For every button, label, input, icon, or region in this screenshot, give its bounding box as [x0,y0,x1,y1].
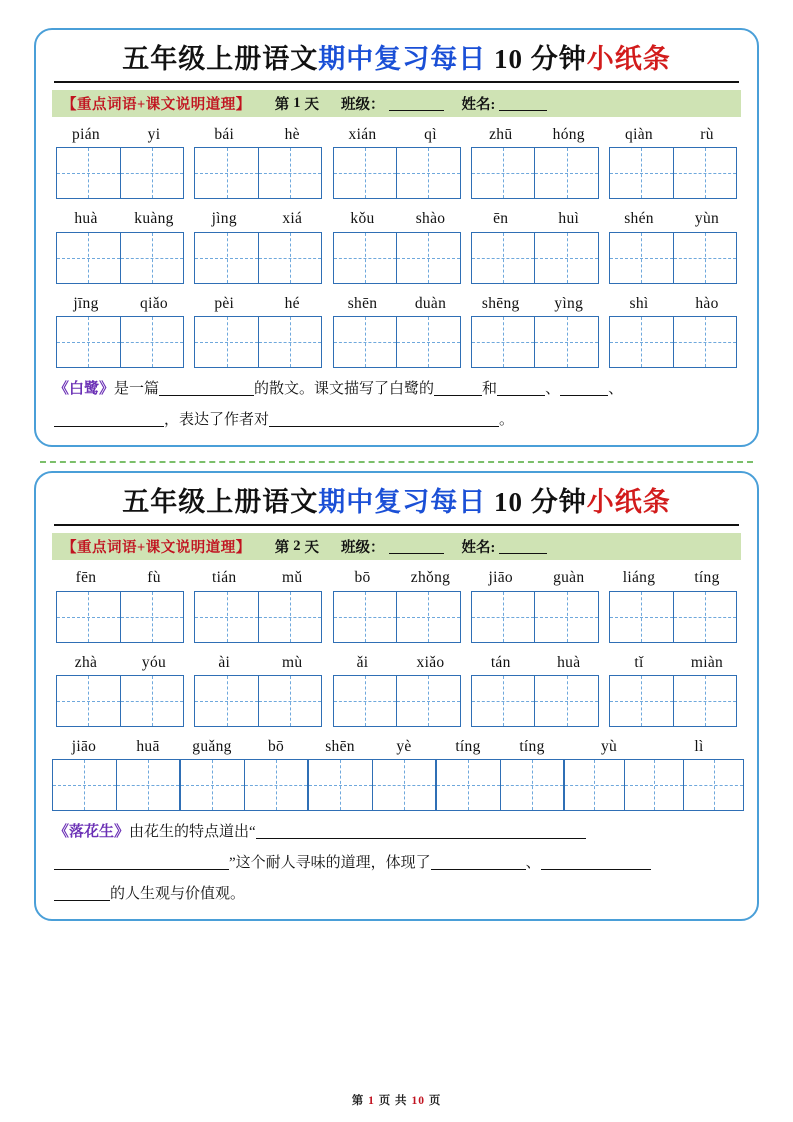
page-title-day2 [52,487,741,518]
word-row [52,123,741,199]
title-divider [54,81,739,83]
sentence-text: ，表达了作者对 [164,411,270,428]
pinyin-syllable: pián [72,126,100,144]
word-row [52,651,741,727]
name-label: 姓名: [461,540,496,557]
sentence-text: 、 [545,380,561,397]
answer-blank[interactable] [256,822,586,839]
pinyin-syllable: ēn [493,210,509,228]
tianzige-grid[interactable] [333,232,461,284]
word-cell [52,292,188,368]
sentence-text: 的散文。课文描写了白鹭的 [254,380,435,397]
word-cell [329,123,465,199]
pinyin-syllable: guǎng [192,737,232,755]
pinyin-syllable: shēn [325,737,355,755]
answer-blank[interactable] [560,379,608,396]
pinyin-syllable: bō [354,569,371,587]
word-cell [605,123,741,199]
pinyin-group [52,735,180,758]
pinyin-syllable: jīng [73,294,99,312]
book-title: 《落花生》 [54,824,130,841]
word-cell [190,123,326,199]
day-label-pre: 第 [274,97,290,114]
word-cell [329,292,465,368]
pinyin-syllable: shén [624,210,654,228]
pinyin-syllable: qiǎo [140,294,168,312]
pinyin-syllable: pèi [214,294,235,312]
word-cell [467,207,603,283]
pinyin-group [190,651,326,674]
pinyin-group [329,123,465,146]
pinyin-syllable: tǐ [634,653,644,671]
page-title-day1 [52,44,741,75]
pinyin-syllable: tíng [455,737,481,755]
word-cell [467,566,603,642]
pinyin-group [190,207,326,230]
word-cell [467,123,603,199]
pinyin-group [52,123,188,146]
day-label-pre: 第 [274,540,290,557]
pinyin-group [190,123,326,146]
pinyin-syllable: xiá [282,210,303,228]
title-part-grade: 五年级上册语文 [122,487,319,518]
pinyin-group [467,651,603,674]
pinyin-group [467,207,603,230]
word-cell [605,292,741,368]
word-cell [190,651,326,727]
pinyin-syllable: shēn [347,294,378,312]
title-part-minutes: 10 分钟 [486,44,587,74]
pinyin-group [605,566,741,589]
tianzige-grid[interactable] [56,316,184,368]
pinyin-syllable: lì [694,737,704,755]
class-label: 班级： [341,97,385,114]
word-cell [190,207,326,283]
pinyin-syllable: miàn [690,653,724,671]
subtitle-meta-day1 [261,90,741,117]
word-cell [180,735,308,811]
answer-blank[interactable] [431,853,526,870]
name-label: 姓名: [461,97,496,114]
footer-total-pages: 10 [411,1095,425,1107]
tianzige-grid[interactable] [333,316,461,368]
pinyin-syllable: tán [490,653,511,671]
sentence-text: 。 [499,411,515,428]
pinyin-syllable: jìng [211,210,237,228]
tianzige-grid[interactable] [609,316,737,368]
tianzige-grid[interactable] [308,759,436,811]
answer-blank[interactable] [269,410,499,427]
word-row [52,292,741,368]
tianzige-grid[interactable] [471,675,599,727]
pinyin-syllable: fēn [75,569,97,587]
pinyin-syllable: hè [284,126,300,144]
pinyin-group [190,566,326,589]
pinyin-syllable: yóu [141,653,167,671]
title-part-review: 期中复习每日 [318,44,487,74]
tianzige-grid[interactable] [56,147,184,199]
pinyin-syllable: kuàng [134,210,174,228]
pinyin-group [436,735,564,758]
pinyin-syllable: ǎi [356,653,369,671]
answer-blank[interactable] [159,379,254,396]
pinyin-group [52,207,188,230]
day-label-post: 天 [304,97,320,114]
pinyin-syllable: qì [424,126,437,144]
sentence-text: 、 [525,854,541,871]
pinyin-syllable: jiāo [488,569,513,587]
pinyin-syllable: shào [415,210,446,228]
title-part-minutes: 10 分钟 [486,487,587,518]
pinyin-syllable: huà [557,653,581,671]
pinyin-syllable: zhū [489,126,513,144]
class-blank[interactable] [389,539,444,554]
answer-blank[interactable] [54,884,110,901]
fill-in-sentence-day1 [52,374,741,436]
pinyin-syllable: hào [695,294,719,312]
pinyin-group [329,566,465,589]
pinyin-group [329,292,465,315]
worksheet-card-day2 [34,471,759,921]
footer-mid: 页 共 [378,1095,408,1107]
pinyin-syllable: xián [348,126,377,144]
word-cell [564,735,744,811]
word-cell [329,566,465,642]
word-cell [190,292,326,368]
pinyin-syllable: yìng [554,294,584,312]
pinyin-syllable: zhà [74,653,98,671]
tianzige-grid[interactable] [333,675,461,727]
tianzige-grid[interactable] [194,316,322,368]
class-label: 班级： [341,540,385,557]
name-blank[interactable] [499,539,547,554]
footer-page-number: 1 [368,1095,375,1107]
title-part-grade: 五年级上册语文 [122,44,319,74]
tianzige-grid[interactable] [194,591,322,643]
pinyin-syllable: hé [284,294,300,312]
word-cell [436,735,564,811]
pinyin-syllable: tián [212,569,237,587]
class-blank[interactable] [389,96,444,111]
worksheet-card-day1 [34,28,759,447]
pinyin-syllable: qiàn [625,126,653,144]
sentence-text: 的人生观与价值观。 [110,885,246,902]
pinyin-syllable: shì [629,294,649,312]
pinyin-syllable: xiǎo [416,653,445,671]
title-divider [54,524,739,526]
word-cell [605,651,741,727]
pinyin-syllable: mù [282,653,303,671]
footer-prefix: 第 [351,1095,365,1107]
pinyin-group [467,123,603,146]
pinyin-group [564,735,744,758]
word-row [52,735,741,811]
tianzige-grid[interactable] [471,232,599,284]
pinyin-syllable: mǔ [282,569,303,587]
pinyin-group [467,566,603,589]
tianzige-grid[interactable] [194,675,322,727]
pinyin-syllable: hóng [552,126,585,144]
word-cell [329,207,465,283]
subtitle-meta-day2 [261,533,741,560]
pinyin-group [329,207,465,230]
pinyin-syllable: huà [74,210,98,228]
day-number: 1 [293,95,301,112]
tianzige-grid[interactable] [609,591,737,643]
pinyin-group [52,651,188,674]
word-cell [467,292,603,368]
answer-blank[interactable] [54,410,164,427]
answer-blank[interactable] [54,853,229,870]
word-row [52,207,741,283]
pinyin-syllable: fù [147,569,161,587]
tianzige-grid[interactable] [609,147,737,199]
subtitle-tag-day1: 【重点词语+课文说明道理】 [52,90,261,117]
tianzige-grid[interactable] [333,591,461,643]
pinyin-syllable: liáng [622,569,656,587]
word-row [52,566,741,642]
tianzige-grid[interactable] [333,147,461,199]
tianzige-grid[interactable] [56,232,184,284]
tianzige-grid[interactable] [471,316,599,368]
pinyin-group [180,735,308,758]
name-blank[interactable] [499,96,547,111]
pinyin-syllable: jiāo [71,737,97,755]
pinyin-syllable: huā [136,737,160,755]
word-cell [52,207,188,283]
sentence-text: 由花生的特点道出“ [129,824,256,841]
pinyin-syllable: shēng [481,294,520,312]
pinyin-syllable: yè [396,737,412,755]
word-cell [52,566,188,642]
pinyin-group [605,207,741,230]
word-cell [190,566,326,642]
pinyin-syllable: bái [214,126,235,144]
word-cell [605,566,741,642]
pinyin-syllable: rù [700,126,714,144]
fill-in-sentence-day2 [52,817,741,909]
pinyin-syllable: tíng [694,569,720,587]
tianzige-grid[interactable] [194,232,322,284]
pinyin-syllable: duàn [414,294,447,312]
sentence-text: 、 [608,380,624,397]
tianzige-grid[interactable] [471,591,599,643]
word-cell [52,123,188,199]
sentence-text: 是一篇 [114,380,160,397]
title-part-note: 小纸条 [586,487,671,518]
pinyin-group [605,651,741,674]
tianzige-grid[interactable] [56,675,184,727]
answer-blank[interactable] [434,379,482,396]
pinyin-group [605,123,741,146]
tianzige-grid[interactable] [436,759,564,811]
book-title: 《白鹭》 [54,380,115,397]
tianzige-grid[interactable] [52,759,180,811]
subtitle-row-day2 [52,533,741,560]
subtitle-row-day1 [52,90,741,117]
tianzige-grid[interactable] [56,591,184,643]
footer-suffix: 页 [428,1095,442,1107]
pinyin-syllable: tíng [519,737,545,755]
pinyin-group [308,735,436,758]
sentence-text: ”这个耐人寻味的道理，体现了 [229,854,431,871]
tianzige-grid[interactable] [194,147,322,199]
answer-blank[interactable] [541,853,651,870]
title-part-review: 期中复习每日 [318,487,487,518]
pinyin-group [329,651,465,674]
pinyin-syllable: yi [147,126,161,144]
pinyin-group [52,566,188,589]
pinyin-syllable: ài [218,653,231,671]
pinyin-syllable: guàn [553,569,585,587]
sentence-text: 和 [482,380,498,397]
subtitle-tag-day2: 【重点词语+课文说明道理】 [52,533,261,560]
day-number: 2 [293,538,301,555]
word-cell [52,651,188,727]
tianzige-grid[interactable] [564,759,744,811]
page-footer [0,1092,793,1108]
pinyin-syllable: bō [267,737,285,755]
pinyin-syllable: yùn [694,210,720,228]
pinyin-syllable: kǒu [350,210,375,228]
tianzige-grid[interactable] [180,759,308,811]
answer-blank[interactable] [497,379,545,396]
pinyin-group [190,292,326,315]
pinyin-syllable: huì [558,210,580,228]
title-part-note: 小纸条 [586,44,671,74]
tianzige-grid[interactable] [471,147,599,199]
pinyin-group [467,292,603,315]
word-cell [52,735,180,811]
pinyin-syllable: yù [600,737,618,755]
pinyin-group [52,292,188,315]
word-cell [329,651,465,727]
pinyin-syllable: zhǒng [410,569,451,587]
tianzige-grid[interactable] [609,232,737,284]
tianzige-grid[interactable] [609,675,737,727]
pinyin-group [605,292,741,315]
word-cell [605,207,741,283]
word-cell [467,651,603,727]
sheet-separator [40,461,753,463]
day-label-post: 天 [304,540,320,557]
word-cell [308,735,436,811]
